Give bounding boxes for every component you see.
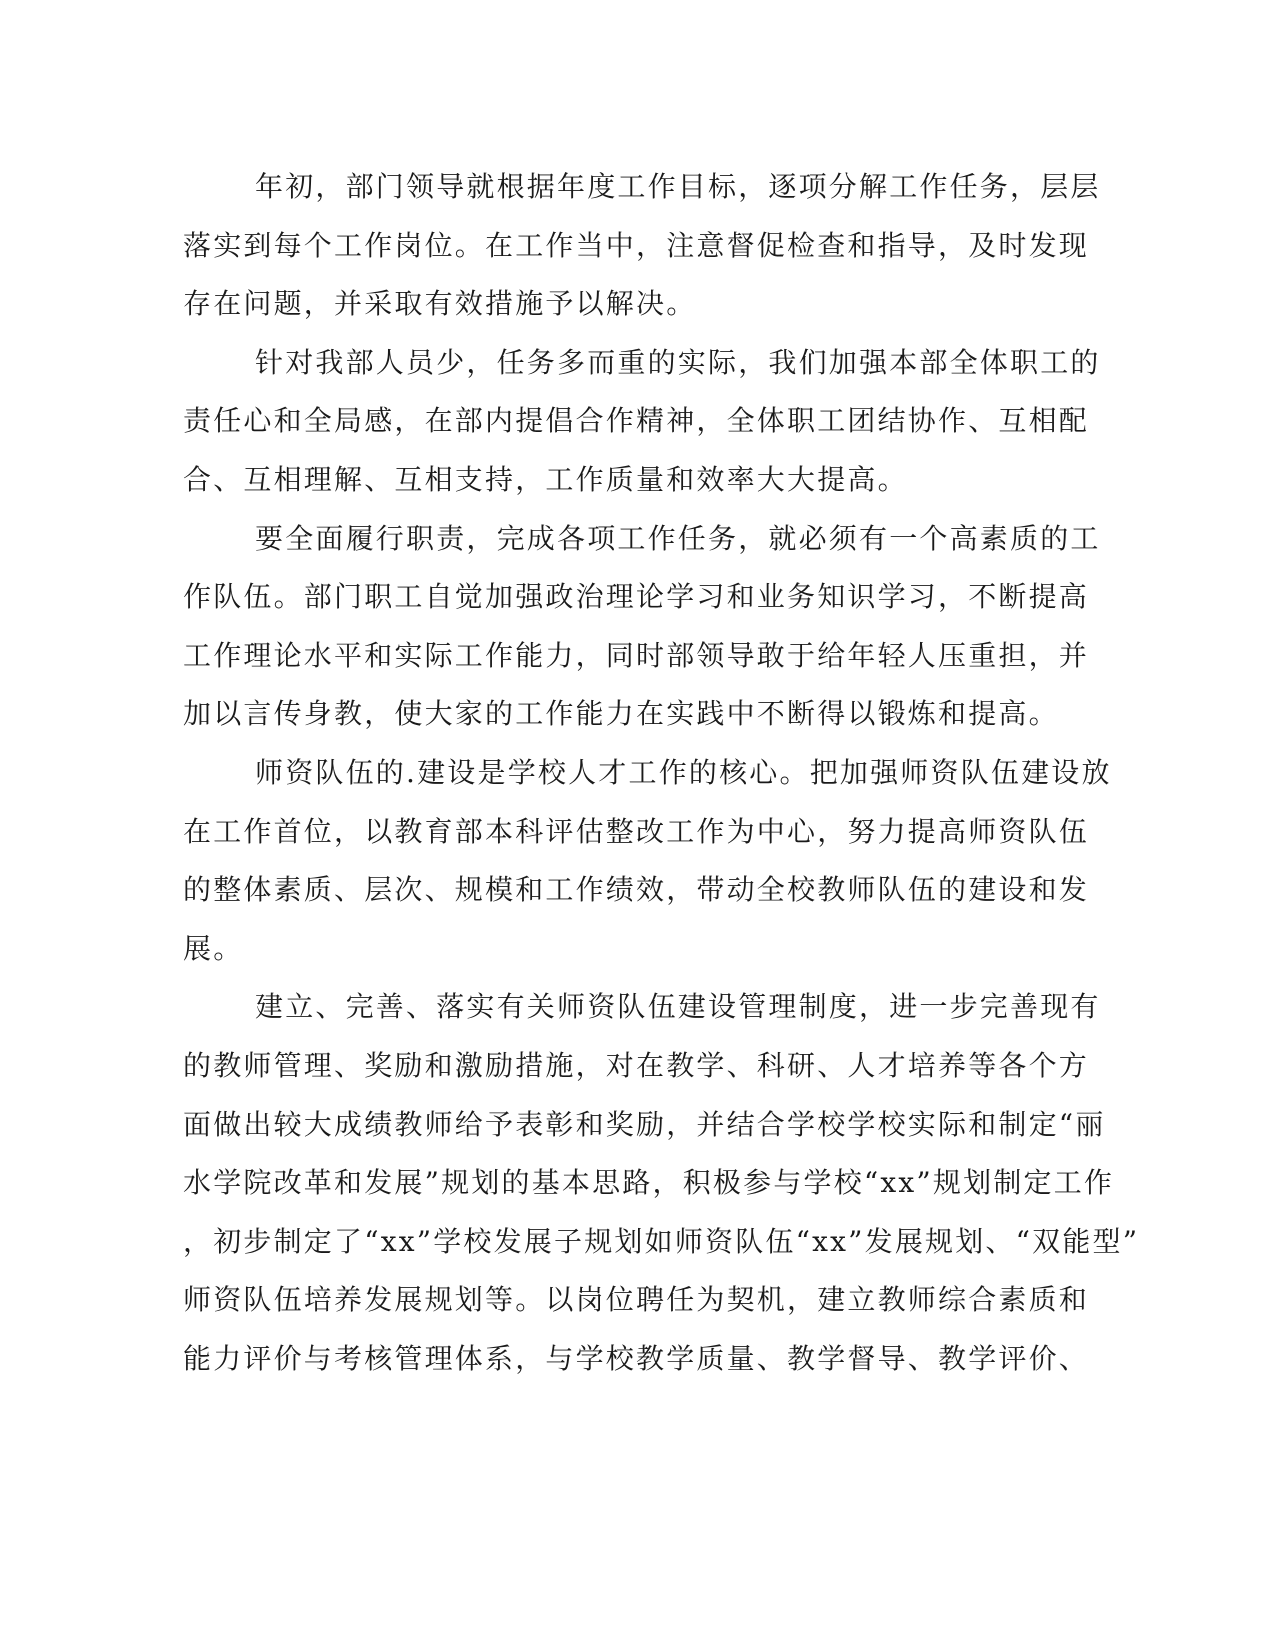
text-line: 加以言传身教，使大家的工作能力在实践中不断得以锻炼和提高。 <box>183 697 1059 731</box>
text-line: 的整体素质、层次、规模和工作绩效，带动全校教师队伍的建设和发 <box>183 873 1090 907</box>
text-line: 落实到每个工作岗位。在工作当中，注意督促检查和指导，及时发现 <box>183 228 1090 262</box>
text-line: 展。 <box>183 931 244 965</box>
text-line: 作队伍。部门职工自觉加强政治理论学习和业务知识学习，不断提高 <box>183 580 1090 614</box>
text-line: 在工作首位，以教育部本科评估整改工作为中心，努力提高师资队伍 <box>183 814 1090 848</box>
text-line: 师资队伍的.建设是学校人才工作的核心。把加强师资队伍建设放 <box>255 755 1112 789</box>
text-line: 要全面履行职责，完成各项工作任务，就必须有一个高素质的工 <box>255 521 1101 555</box>
text-line: 合、互相理解、互相支持，工作质量和效率大大提高。 <box>183 462 908 496</box>
text-line: 工作理论水平和实际工作能力，同时部领导敢于给年轻人压重担，并 <box>183 638 1090 672</box>
text-line: 责任心和全局感，在部内提倡合作精神，全体职工团结协作、互相配 <box>183 404 1090 438</box>
text-line: 能力评价与考核管理体系，与学校教学质量、教学督导、教学评价、 <box>183 1341 1090 1375</box>
text-line: 年初，部门领导就根据年度工作目标，逐项分解工作任务，层层 <box>255 170 1101 203</box>
paragraph-5 <box>183 978 1140 1388</box>
paragraph-2 <box>183 334 1101 510</box>
document-body <box>183 158 1140 1388</box>
paragraph-4 <box>183 744 1112 978</box>
text-line: 存在问题，并采取有效措施予以解决。 <box>183 287 697 321</box>
text-line: 面做出较大成绩教师给予表彰和奖励，并结合学校学校实际和制定“丽 <box>183 1107 1106 1141</box>
text-line: ，初步制定了“xx”学校发展子规划如师资队伍“xx”发展规划、“双能型” <box>183 1224 1140 1258</box>
text-line: 建立、完善、落实有关师资队伍建设管理制度，进一步完善现有 <box>255 990 1101 1024</box>
paragraph-1 <box>183 158 1101 334</box>
text-line: 师资队伍培养发展规划等。以岗位聘任为契机，建立教师综合素质和 <box>183 1283 1090 1317</box>
text-line: 针对我部人员少，任务多而重的实际，我们加强本部全体职工的 <box>255 345 1101 379</box>
text-line: 水学院改革和发展”规划的基本思路，积极参与学校“xx”规划制定工作 <box>183 1166 1115 1200</box>
paragraph-3 <box>183 510 1101 744</box>
text-line: 的教师管理、奖励和激励措施，对在教学、科研、人才培养等各个方 <box>183 1048 1090 1082</box>
